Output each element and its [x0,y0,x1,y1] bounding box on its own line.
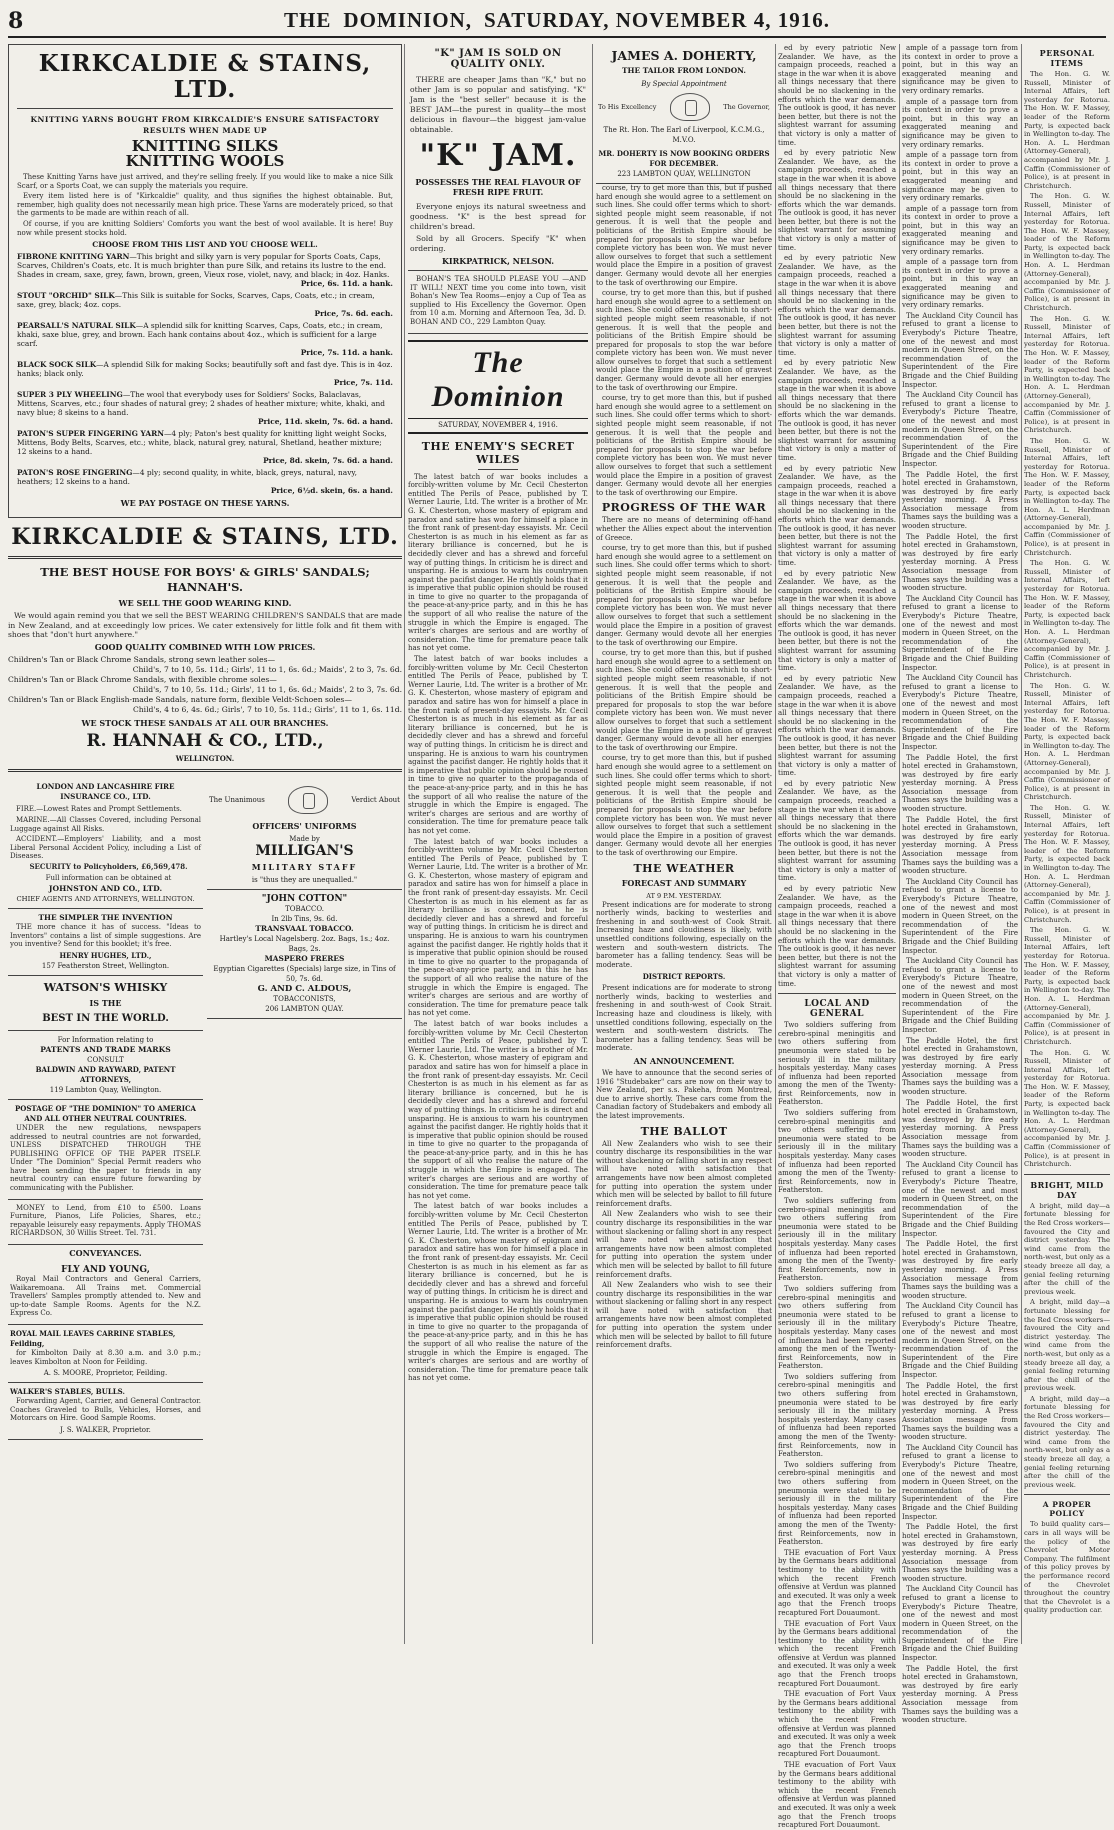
hannah-line: Children's Tan or Black Chrome Sandals, with flexible chrome soles— [8,675,277,685]
list-item: PEARSALL'S NATURAL SILK—A splendid silk for knitting Scarves, Caps, Coats, etc.; in cream, khaki, saxe blue, grey, and brown. Each hank contains about 4oz., which is sufficient for a large scarf. Price, 7s. 11d. a hank. [17,321,393,358]
title-date: SATURDAY, NOVEMBER 4, 1916. [484,8,830,32]
kirkcaldie-intro-2: Every item listed here is of "Kirkcaldie" quality, and thus signifies the highest obtainable. But, remember, high quality does not necessarily mean high price. These Yarns are moderately priced, so that the garments to be made are within reach of all. [17,192,393,218]
hannah-subheading: WE SELL THE GOOD WEARING KIND. [118,598,292,609]
fly-young-ad: FLY AND YOUNG, Royal Mail Contractors and General Carriers, Waikaremoana. All Trains met. Commercial Travellers' Samples promptly attended to. New and up-to-date Sample Rooms. Agents for the N.Z. Express Co. [8,1261,203,1325]
weather-heading: THE WEATHER [633,861,735,875]
weather-forecast: Present indications are for moderate to strong northerly winds, backing to westerlies and freshening in and south-west of Cook Strait. Increasing haze and cloudiness is likely, with unsettled conditions following, especially on the western and south-western districts. The barometer has a falling tendency. Seas will be moderate. [596,900,772,969]
choose-heading: CHOOSE FROM THIS LIST AND YOU CHOOSE WELL. [92,240,318,250]
column-rule [404,44,405,1644]
enemy-heading: THE ENEMY'S SECRET WILES [421,439,575,466]
hannah-heading: THE BEST HOUSE FOR BOYS' & GIRLS' SANDALS; HANNAH'S. [40,565,370,595]
kirkcaldie-intro: These Knitting Yarns have just arrived, and they're selling freely. If you would like to make a nice Silk Scarf, or a Sports Coat, we can supply the materials you require. [17,173,393,190]
column-news [902,44,1018,1725]
k-jam-ad: "K" JAM IS SOLD ON QUALITY ONLY. THERE are cheaper Jams than "K," but no other Jam is so popular and satisfying. "K" Jam is the "best seller" because it is the BEST JAM—the purest in quality—the most delicious in flavour—the biggest jam-value obtainable. "K" JAM. POSSESSES THE REAL FLAVOUR OF FRESH RIPE FRUIT. Everyone enjoys its natural sweetness and goodness. "K" is the best spread for children's bread. Sold by all Grocers. Specify "K" when ordering. KIRKPATRICK, NELSON. [408,44,588,271]
progress-article: There are no means of determining off-hand whether the Allies expect about the intervention of Greece. course, try to get more than this, but if pushed hard enough she would agree to a settlement on such lines. She could offer terms which to short-sighted people might seem reasonable, if not generous. It is well that the people and politicians of the British Empire should be prepared for proposals to stop the war before complete victory has been won. We must never allow ourselves to forget that such a settlement would place the Empire in a position of gravest danger. Germany would devote all her energies to the task of overthrowing our Empire. course, try to get more than this, but if pushed hard enough she would agree to a settlement on such lines. She could offer terms which to short-sighted people might seem reasonable, if not generous. It is well that the people and politicians of the British Empire should be prepared for proposals to stop the war before complete victory has been won. We must never allow ourselves to forget that such a settlement would place the Empire in a position of gravest danger. Germany would devote all her energies to the task of overthrowing our Empire. course, try to get more than this, but if pushed hard enough she would agree to a settlement on such lines. She could offer terms which to short-sighted people might seem reasonable, if not generous. It is well that the people and politicians of the British Empire should be prepared for proposals to stop the war before complete victory has been won. We must never allow ourselves to forget that such a settlement would place the Empire in a position of gravest danger. Germany would devote all her energies to the task of overthrowing our Empire. [596,516,772,857]
column-rule [899,44,900,1644]
tobacco-ad: "JOHN COTTON" TOBACCO. In 2lb Tins, 9s. 6d. TRANSVAAL TOBACCO. Hartley's Local Nagelsberg. 2oz. Bags, 1s.; 4oz. Bags, 2s. MASPERO FRERES Egyptian Cigarettes (Specials) large size, in Tins of 50, 7s. 6d. G. AND C. ALDOUS, TOBACCONISTS, 206 LAMBTON QUAY. [207,890,402,1019]
royal-crest-icon [670,93,710,121]
kirkcaldie-title: KIRKCALDIE & STAINS, LTD. [38,50,372,103]
column-rule [1021,44,1022,1644]
bright-mild-heading: BRIGHT, MILD DAY [1030,1179,1104,1200]
inventor-ad: THE SIMPLER THE INVENTION THE more chance it has of success. "Ideas to Inventors" contains a list of simple suggestions. Are you inventive? Send for this booklet; it's free. HENRY HUGHES, LTD., 157 Featherston Street, Wellington. [8,909,203,976]
yarn-list [17,252,393,495]
list-item: SUPER 3 PLY WHEELING—The wool that everybody uses for Soldiers' Socks, Balaclavas, Mittens, Scarves, etc.; four shades of natural grey; 2 shades of heather mixture; white, khaki, and navy blue; 8 skeins to a hand. Price, 11d. skein, 7s. 6d. a hand. [17,390,393,427]
dominion-date: SATURDAY, NOVEMBER 4, 1916. [408,421,588,434]
announcement-text: We have to announce that the second series of 1916 "Studebaker" cars are now on their way to New Zealand, per s.s. Pakeha, from Montreal, due to arrive shortly. These cars come from the Canadian factory of Studebakers and embody all the latest improvements. [596,1069,772,1120]
money-lend-ad: MONEY to Lend, from £10 to £500. Loans Furniture, Pianos, Life Policies, Shares, etc.; repayable leisurely easy repayments. Apply THOMAS RICHARDSON, 30 Willis Street. Tel. 731. [8,1200,203,1245]
district-reports: Present indications are for moderate to strong northerly winds, backing to westerlies and freshening in and south-west of Cook Strait. Increasing haze and cloudiness is likely, with unsettled conditions following, especially on the western and south-western districts. The barometer has a falling tendency. Seas will be moderate. [596,984,772,1053]
kirkcaldie-yarns-ad [8,44,402,518]
news-article: ample of a passage torn from its context in order to prove a point, but in this way an exaggerated meaning and significance may be given to very ordinary remarks. ample of a passage torn from its context in order to prove a point, but in this way an exaggerated meaning and significance may be given to very ordinary remarks. ample of a passage torn from its context in order to prove a point, but in this way an exaggerated meaning and significance may be given to very ordinary remarks. ample of a passage torn from its context in order to prove a point, but in this way an exaggerated meaning and significance may be given to very ordinary remarks. ample of a passage torn from its context in order to prove a point, but in this way an exaggerated meaning and significance may be given to very ordinary remarks. The Auckland City Council has refused to grant a license to Everybody's Picture Theatre, one of the newest and most modern in Queen Street, on the recommendation of the Superintendent of the Fire Brigade and the Chief Building Inspector. The Auckland City Council has refused to grant a license to Everybody's Picture Theatre, one of the newest and most modern in Queen Street, on the recommendation of the Superintendent of the Fire Brigade and the Chief Building Inspector. The Paddle Hotel, the first hotel erected in Grahamstown, was destroyed by fire early yesterday morning. A Press Association message from Thames says the building was a wooden structure. The Paddle Hotel, the first hotel erected in Grahamstown, was destroyed by fire early yesterday morning. A Press Association message from Thames says the building was a wooden structure. The Auckland City Council has refused to grant a license to Everybody's Picture Theatre, one of the newest and most modern in Queen Street, on the recommendation of the Superintendent of the Fire Brigade and the Chief Building Inspector. The Auckland City Council has refused to grant a license to Everybody's Picture Theatre, one of the newest and most modern in Queen Street, on the recommendation of the Superintendent of the Fire Brigade and the Chief Building Inspector. The Paddle Hotel, the first hotel erected in Grahamstown, was destroyed by fire early yesterday morning. A Press Association message from Thames says the building was a wooden structure. The Paddle Hotel, the first hotel erected in Grahamstown, was destroyed by fire early yesterday morning. A Press Association message from Thames says the building was a wooden structure. The Auckland City Council has refused to grant a license to Everybody's Picture Theatre, one of the newest and most modern in Queen Street, on the recommendation of the Superintendent of the Fire Brigade and the Chief Building Inspector. The Auckland City Council has refused to grant a license to Everybody's Picture Theatre, one of the newest and most modern in Queen Street, on the recommendation of the Superintendent of the Fire Brigade and the Chief Building Inspector. The Paddle Hotel, the first hotel erected in Grahamstown, was destroyed by fire early yesterday morning. A Press Association message from Thames says the building was a wooden structure. The Paddle Hotel, the first hotel erected in Grahamstown, was destroyed by fire early yesterday morning. A Press Association message from Thames says the building was a wooden structure. The Auckland City Council has refused to grant a license to Everybody's Picture Theatre, one of the newest and most modern in Queen Street, on the recommendation of the Superintendent of the Fire Brigade and the Chief Building Inspector. The Paddle Hotel, the first hotel erected in Grahamstown, was destroyed by fire early yesterday morning. A Press Association message from Thames says the building was a wooden structure. The Auckland City Council has refused to grant a license to Everybody's Picture Theatre, one of the newest and most modern in Queen Street, on the recommendation of the Superintendent of the Fire Brigade and the Chief Building Inspector. The Paddle Hotel, the first hotel erected in Grahamstown, was destroyed by fire early yesterday morning. A Press Association message from Thames says the building was a wooden structure. The Auckland City Council has refused to grant a license to Everybody's Picture Theatre, one of the newest and most modern in Queen Street, on the recommendation of the Superintendent of the Fire Brigade and the Chief Building Inspector. The Paddle Hotel, the first hotel erected in Grahamstown, was destroyed by fire early yesterday morning. A Press Association message from Thames says the building was a wooden structure. The Auckland City Council has refused to grant a license to Everybody's Picture Theatre, one of the newest and most modern in Queen Street, on the recommendation of the Superintendent of the Fire Brigade and the Chief Building Inspector. The Paddle Hotel, the first hotel erected in Grahamstown, was destroyed by fire early yesterday morning. A Press Association message from Thames says the building was a wooden structure. [902,44,1018,1725]
hannah-sandals-ad [8,565,402,763]
column-advertisements-left [8,44,402,1644]
doherty-tailor-ad: JAMES A. DOHERTY, THE TAILOR FROM LONDON. By Special Appointment To His Excellency The Governor, The Rt. Hon. The Earl of Liverpool, K.C.M.G., M.V.O. MR. DOHERTY IS NOW BOOKING ORDERS FOR DECEMBER. 223 LAMBTON QUAY, WELLINGTON [596,44,772,184]
postage-note: WE PAY POSTAGE ON THESE YARNS. [120,498,290,509]
personal-items-heading: PERSONAL ITEMS [1039,48,1095,68]
hannah-line: Child's, 4 to 6, 4s. 6d.; Girls', 7 to 10, 5s. 11d.; Girls', 11 to 1, 6s. 11d. [132,705,402,715]
hannah-line: Child's, 7 to 10, 5s. 11d.; Girls', 11 to 1, 6s. 6d.; Maids', 2 to 3, 7s. 6d. [132,665,402,675]
column-war-local [778,44,896,1830]
postage-neutral-ad: POSTAGE OF "THE DOMINION" TO AMERICA AND ALL OTHER NEUTRAL COUNTRIES. UNDER the new regulations, newspapers addressed to neutral countries are not forwarded, UNLESS DISPATCHED THROUGH THE PUBLISHING OFFICE OF THE PAPER ITSELF. Under "The Dominion" Special Permit readers who have been sending the paper to friends in any neutral country can ensure future forwarding by communicating with the Publisher. [8,1100,203,1200]
personal-items: The Hon. G. W. Russell, Minister of Internal Affairs, left yesterday for Rotorua. The Hon. W. F. Massey, leader of the Reform Party, is expected back in Wellington to-day. The Hon. A. L. Herdman (Attorney-General), accompanied by Mr. J. Caffin (Commissioner of Police), is at present in Christchurch. The Hon. G. W. Russell, Minister of Internal Affairs, left yesterday for Rotorua. The Hon. W. F. Massey, leader of the Reform Party, is expected back in Wellington to-day. The Hon. A. L. Herdman (Attorney-General), accompanied by Mr. J. Caffin (Commissioner of Police), is at present in Christchurch. The Hon. G. W. Russell, Minister of Internal Affairs, left yesterday for Rotorua. The Hon. W. F. Massey, leader of the Reform Party, is expected back in Wellington to-day. The Hon. A. L. Herdman (Attorney-General), accompanied by Mr. J. Caffin (Commissioner of Police), is at present in Christchurch. The Hon. G. W. Russell, Minister of Internal Affairs, left yesterday for Rotorua. The Hon. W. F. Massey, leader of the Reform Party, is expected back in Wellington to-day. The Hon. A. L. Herdman (Attorney-General), accompanied by Mr. J. Caffin (Commissioner of Police), is at present in Christchurch. The Hon. G. W. Russell, Minister of Internal Affairs, left yesterday for Rotorua. The Hon. W. F. Massey, leader of the Reform Party, is expected back in Wellington to-day. The Hon. A. L. Herdman (Attorney-General), accompanied by Mr. J. Caffin (Commissioner of Police), is at present in Christchurch. The Hon. G. W. Russell, Minister of Internal Affairs, left yesterday for Rotorua. The Hon. W. F. Massey, leader of the Reform Party, is expected back in Wellington to-day. The Hon. A. L. Herdman (Attorney-General), accompanied by Mr. J. Caffin (Commissioner of Police), is at present in Christchurch. The Hon. G. W. Russell, Minister of Internal Affairs, left yesterday for Rotorua. The Hon. W. F. Massey, leader of the Reform Party, is expected back in Wellington to-day. The Hon. A. L. Herdman (Attorney-General), accompanied by Mr. J. Caffin (Commissioner of Police), is at present in Christchurch. The Hon. G. W. Russell, Minister of Internal Affairs, left yesterday for Rotorua. The Hon. W. F. Massey, leader of the Reform Party, is expected back in Wellington to-day. The Hon. A. L. Herdman (Attorney-General), accompanied by Mr. J. Caffin (Commissioner of Police), is at present in Christchurch. The Hon. G. W. Russell, Minister of Internal Affairs, left yesterday for Rotorua. The Hon. W. F. Massey, leader of the Reform Party, is expected back in Wellington to-day. The Hon. A. L. Herdman (Attorney-General), accompanied by Mr. J. Caffin (Commissioner of Police), is at present in Christchurch. [1024,70,1110,1169]
article-continuation: course, try to get more than this, but if pushed hard enough she would agree to a settlement on such lines. She could offer terms which to short-sighted people might seem reasonable, if not generous. It is well that the people and politicians of the British Empire should be prepared for proposals to stop the war before complete victory has been won. We must never allow ourselves to forget that such a settlement would place the Empire in a position of gravest danger. Germany would devote all her energies to the task of overthrowing our Empire. course, try to get more than this, but if pushed hard enough she would agree to a settlement on such lines. She could offer terms which to short-sighted people might seem reasonable, if not generous. It is well that the people and politicians of the British Empire should be prepared for proposals to stop the war before complete victory has been won. We must never allow ourselves to forget that such a settlement would place the Empire in a position of gravest danger. Germany would devote all her energies to the task of overthrowing our Empire. course, try to get more than this, but if pushed hard enough she would agree to a settlement on such lines. She could offer terms which to short-sighted people might seem reasonable, if not generous. It is well that the people and politicians of the British Empire should be prepared for proposals to stop the war before complete victory has been won. We must never allow ourselves to forget that such a settlement would place the Empire in a position of gravest danger. Germany would devote all her energies to the task of overthrowing our Empire. [596,184,772,497]
bohan-tea-ad: BOHAN'S TEA SHOULD PLEASE YOU —AND IT WILL! NEXT time you come into town, visit Bohan's New Tea Rooms—enjoy a Cup of Tea as supplied to His Excellency the Governor. Open from 10 a.m. Morning and Afternoon Tea, 3d. D. BOHAN AND CO., 229 Lambton Quay. [408,271,588,334]
knitting-wools-heading: KNITTING WOOLS [125,152,285,170]
newspaper-title [8,8,1106,33]
hannah-city: WELLINGTON. [175,754,235,764]
walker-stables-ad: WALKER'S STABLES, BULLS. Forwarding Agent, Carrier, and General Contractor. Coaches Graveled to Bulls, Vehicles, Horses, and Motorcars on Hire. Good Sample Rooms. J. S. WALKER, Proprietor. [8,1383,203,1440]
announcement-heading: AN ANNOUNCEMENT. [633,1056,735,1067]
k-jam-title: "K" JAM. [419,138,577,173]
royal-mail-ad: ROYAL MAIL LEAVES CARRINE STABLES, Feilding, for Kimbolton Daily at 8.30 a.m. and 3.0 p.m.; leaves Kimbolton at Noon for Feilding. A. S. MOORE, Proprietor, Feilding. [8,1325,203,1383]
column-personal [1024,44,1110,1644]
hannah-line: Children's Tan or Black English-made Sandals, nature form, flexible Veldt-Schoen soles— [8,695,352,705]
kirkcaldie-intro-3: Of course, if you are knitting Soldiers' Comforts you want the best of wool available. It is here! Buy now while present stocks hold. [17,219,393,237]
proper-policy-article: To build quality cars—cars in all ways will be the policy of the Chevrolet Motor Company. The fulfilment of this policy proves by the performance record of the Chevrolet throughout the country that the Chevrolet is a quality production car. [1024,1520,1110,1615]
title-the: THE [284,8,332,32]
hannah-text: We would again remind you that we sell the BEST WEARING CHILDREN'S SANDALS that are made in New Zealand, and at exceedingly low prices. We cater extensively for little folk and fit them with shoes that "don't hurt anywhere." [8,611,402,639]
title-dominion: DOMINION, [343,8,472,32]
list-item: PATON'S ROSE FINGERING—4 ply; second quality, in white, black, greys, natural, navy, heathers; 12 skeins to a hand. Price, 6½d. skein, 6s. a hand. [17,468,393,496]
patents-ad: For Information relating to PATENTS AND TRADE MARKS CONSULT BALDWIN AND RAYWARD, PATENT ATTORNEYS, 119 Lambton Quay, Wellington. [8,1031,203,1100]
column-rule [592,44,593,1644]
milligan-uniforms-ad: The Unanimous Verdict About OFFICERS' UNIFORMS Made by MILLIGAN'S MILITARY STAFF is "thus they are unequalled." [207,778,402,890]
war-article: ed by every patriotic New Zealander. We have, as the campaign proceeds, reached a stage in the war when it is above all things necessary that there should be no slackening in the efforts which the war demands. The outlook is good, it has never been better, but there is not the slightest warrant for assuming that victory is only a matter of time. ed by every patriotic New Zealander. We have, as the campaign proceeds, reached a stage in the war when it is above all things necessary that there should be no slackening in the efforts which the war demands. The outlook is good, it has never been better, but there is not the slightest warrant for assuming that victory is only a matter of time. ed by every patriotic New Zealander. We have, as the campaign proceeds, reached a stage in the war when it is above all things necessary that there should be no slackening in the efforts which the war demands. The outlook is good, it has never been better, but there is not the slightest warrant for assuming that victory is only a matter of time. ed by every patriotic New Zealander. We have, as the campaign proceeds, reached a stage in the war when it is above all things necessary that there should be no slackening in the efforts which the war demands. The outlook is good, it has never been better, but there is not the slightest warrant for assuming that victory is only a matter of time. ed by every patriotic New Zealander. We have, as the campaign proceeds, reached a stage in the war when it is above all things necessary that there should be no slackening in the efforts which the war demands. The outlook is good, it has never been better, but there is not the slightest warrant for assuming that victory is only a matter of time. ed by every patriotic New Zealander. We have, as the campaign proceeds, reached a stage in the war when it is above all things necessary that there should be no slackening in the efforts which the war demands. The outlook is good, it has never been better, but there is not the slightest warrant for assuming that victory is only a matter of time. ed by every patriotic New Zealander. We have, as the campaign proceeds, reached a stage in the war when it is above all things necessary that there should be no slackening in the efforts which the war demands. The outlook is good, it has never been better, but there is not the slightest warrant for assuming that victory is only a matter of time. ed by every patriotic New Zealander. We have, as the campaign proceeds, reached a stage in the war when it is above all things necessary that there should be no slackening in the efforts which the war demands. The outlook is good, it has never been better, but there is not the slightest warrant for assuming that victory is only a matter of time. ed by every patriotic New Zealander. We have, as the campaign proceeds, reached a stage in the war when it is above all things necessary that there should be no slackening in the efforts which the war demands. The outlook is good, it has never been better, but there is not the slightest warrant for assuming that victory is only a matter of time. [778,44,896,988]
list-item: STOUT "ORCHID" SILK—This Silk is suitable for Socks, Scarves, Caps, Coats, etc.; in cream, saxe, grey, black; 4oz. cops. Price, 7s. 6d. each. [17,291,393,319]
list-item: PATON'S SUPER FINGERING YARN—4 ply; Paton's best quality for knitting light weight Socks, Mittens, Body Belts, Scarves, etc.; white, black, natural grey, natural, Shetland, heather mixture; 12 skeins to a hand. Price, 8d. skein, 7s. 6d. a hand. [17,429,393,466]
enemy-article: The latest batch of war books includes a forcibly-written volume by Mr. Cecil Chesterton entitled The Perils of Peace, published by T. Werner Laurie, Ltd. The writer is a brother of Mr. G. K. Chesterton, whose mastery of epigram and paradox and satire has won for himself a place in the front rank of present-day essayists. Mr. Cecil Chesterton is as much in his element as far as literary brilliance is concerned, but he is decidedly clever and has a shrewd and forceful way of putting things. In criticism he is direct and unsparing. He is anxious to warn his countrymen against the pacifist danger. He rightly holds that it is imperative that public opinion should be roused in time to give no quarter to the propaganda of the peace-at-any-price party, and in this he has the support of all who realise the nature of the struggle in which the Empire is engaged. The writer's charges are serious and are worthy of consideration. The time for premature peace talk has not yet come. The latest batch of war books includes a forcibly-written volume by Mr. Cecil Chesterton entitled The Perils of Peace, published by T. Werner Laurie, Ltd. The writer is a brother of Mr. G. K. Chesterton, whose mastery of epigram and paradox and satire has won for himself a place in the front rank of present-day essayists. Mr. Cecil Chesterton is as much in his element as far as literary brilliance is concerned, but he is decidedly clever and has a shrewd and forceful way of putting things. In criticism he is direct and unsparing. He is anxious to warn his countrymen against the pacifist danger. He rightly holds that it is imperative that public opinion should be roused in time to give no quarter to the propaganda of the peace-at-any-price party, and in this he has the support of all who realise the nature of the struggle in which the Empire is engaged. The writer's charges are serious and are worthy of consideration. The time for premature peace talk has not yet come. The latest batch of war books includes a forcibly-written volume by Mr. Cecil Chesterton entitled The Perils of Peace, published by T. Werner Laurie, Ltd. The writer is a brother of Mr. G. K. Chesterton, whose mastery of epigram and paradox and satire has won for himself a place in the front rank of present-day essayists. Mr. Cecil Chesterton is as much in his element as far as literary brilliance is concerned, but he is decidedly clever and has a shrewd and forceful way of putting things. In criticism he is direct and unsparing. He is anxious to warn his countrymen against the pacifist danger. He rightly holds that it is imperative that public opinion should be roused in time to give no quarter to the propaganda of the peace-at-any-price party, and in this he has the support of all who realise the nature of the struggle in which the Empire is engaged. The writer's charges are serious and are worthy of consideration. The time for premature peace talk has not yet come. The latest batch of war books includes a forcibly-written volume by Mr. Cecil Chesterton entitled The Perils of Peace, published by T. Werner Laurie, Ltd. The writer is a brother of Mr. G. K. Chesterton, whose mastery of epigram and paradox and satire has won for himself a place in the front rank of present-day essayists. Mr. Cecil Chesterton is as much in his element as far as literary brilliance is concerned, but he is decidedly clever and has a shrewd and forceful way of putting things. In criticism he is direct and unsparing. He is anxious to warn his countrymen against the pacifist danger. He rightly holds that it is imperative that public opinion should be roused in time to give no quarter to the propaganda of the peace-at-any-price party, and in this he has the support of all who realise the nature of the struggle in which the Empire is engaged. The writer's charges are serious and are worthy of consideration. The time for premature peace talk has not yet come. The latest batch of war books includes a forcibly-written volume by Mr. Cecil Chesterton entitled The Perils of Peace, published by T. Werner Laurie, Ltd. The writer is a brother of Mr. G. K. Chesterton, whose mastery of epigram and paradox and satire has won for himself a place in the front rank of present-day essayists. Mr. Cecil Chesterton is as much in his element as far as literary brilliance is concerned, but he is decidedly clever and has a shrewd and forceful way of putting things. In criticism he is direct and unsparing. He is anxious to warn his countrymen against the pacifist danger. He rightly holds that it is imperative that public opinion should be roused in time to give no quarter to the propaganda of the peace-at-any-price party, and in this he has the support of all who realise the nature of the struggle in which the Empire is engaged. The writer's charges are serious and are worthy of consideration. The time for premature peace talk has not yet come. [408,472,588,1383]
hannah-name: R. HANNAH & CO., LTD., [86,731,324,752]
hannah-line: Children's Tan or Black Chrome Sandals, strong sewn leather soles— [8,655,276,665]
list-item: FIBRONE KNITTING YARN—This bright and silky yarn is very popular for Sports Coats, Caps, Scarves, Children's Coats, etc. It is much brighter than pure Silk, and retains its lustre to the end. Shades in cream, saxe, grey, fawn, brown, green, Vieux rose, violet, navy, and black; in 4oz. Hanks. Price, 6s. 11d. a hank. [17,252,393,289]
watson-whisky-ad: WATSON'S WHISKY IS THE BEST IN THE WORLD. [8,976,203,1031]
column-doherty-weather: JAMES A. DOHERTY, THE TAILOR FROM LONDON. By Special Appointment To His Excellency The Governor, The Rt. Hon. The Earl of Liverpool, K.C.M.G., M.V.O. MR. DOHERTY IS NOW BOOKING ORDERS FOR DECEMBER. 223 LAMBTON QUAY, WELLINGTON course, try to get more than this, but if pushed hard enough she would agree to a settlement on such lines. She could offer terms which to short-sighted people might seem reasonable, if not generous. It is well that the people and politicians of the British Empire should be prepared for proposals to stop the war before complete victory has been won. We must never allow ourselves to forget that such a settlement would place the Empire in a position of gravest danger. Germany would devote all her energies to the task of overthrowing our Empire. course, try to get more than this, but if pushed hard enough she would agree to a settlement on such lines. She could offer terms which to short-sighted people might seem reasonable, if not generous. It is well that the people and politicians of the British Empire should be prepared for proposals to stop the war before complete victory has been won. We must never allow ourselves to forget that such a settlement would place the Empire in a position of gravest danger. Germany would devote all her energies to the task of overthrowing our Empire. course, try to get more than this, but if pushed hard enough she would agree to a settlement on such lines. She could offer terms which to short-sighted people might seem reasonable, if not generous. It is well that the people and politicians of the British Empire should be prepared for proposals to stop the war before complete victory has been won. We must never allow ourselves to forget that such a settlement would place the Empire in a position of gravest danger. Germany would devote all her energies to the task of overthrowing our Empire. PROGRESS OF THE WAR There are no means of determining off-hand whether the Allies expect about the intervention of Greece. course, try to get more than this, but if pushed hard enough she would agree to a settlement on such lines. She could offer terms which to short-sighted people might seem reasonable, if not generous. It is well that the people and politicians of the British Empire should be prepared for proposals to stop the war before complete victory has been won. We must never allow ourselves to forget that such a settlement would place the Empire in a position of gravest danger. Germany would devote all her energies to the task of overthrowing our Empire. course, try to get more than this, but if pushed hard enough she would agree to a settlement on such lines. She could offer terms which to short-sighted people might seem reasonable, if not generous. It is well that the people and politicians of the British Empire should be prepared for proposals to stop the war before complete victory has been won. We must never allow ourselves to forget that such a settlement would place the Empire in a position of gravest danger. Germany would devote all her energies to the task of overthrowing our Empire. course, try to get more than this, but if pushed hard enough she would agree to a settlement on such lines. She could offer terms which to short-sighted people might seem reasonable, if not generous. It is well that the people and politicians of the British Empire should be prepared for proposals to stop the war before complete victory has been won. We must never allow ourselves to forget that such a settlement would place the Empire in a position of gravest danger. Germany would devote all her energies to the task of overthrowing our Empire. THE WEATHER FORECAST AND SUMMARY AT 9 P.M. YESTERDAY. Present indications are for moderate to strong northerly winds, backing to westerlies and freshening in and south-west of Cook Strait. Increasing haze and cloudiness is likely, with unsettled conditions following, especially on the western and south-western districts. The barometer has a falling tendency. Seas will be moderate. DISTRICT REPORTS. Present indications are for moderate to strong northerly winds, backing to westerlies and freshening in and south-west of Cook Strait. Increasing haze and cloudiness is likely, with unsettled conditions following, especially on the western and south-western districts. The barometer has a falling tendency. Seas will be moderate. AN ANNOUNCEMENT. We have to announce that the second series of 1916 "Studebaker" cars are now on their way to New Zealand, per s.s. Pakeha, from Montreal, due to arrive shortly. These cars come from the Canadian factory of Studebakers and embody all the latest improvements. THE BALLOT All New Zealanders who wish to see their country discharge its responsibilities in the war without slackening or falling short in any respect will have noted with satisfaction that arrangements have now been almost completed for putting into operation the system under which men will be selected by ballot to fill future reinforcement drafts. All New Zealanders who wish to see their country discharge its responsibilities in the war without slackening or falling short in any respect will have noted with satisfaction that arrangements have now been almost completed for putting into operation the system under which men will be selected by ballot to fill future reinforcement drafts. All New Zealanders who wish to see their country discharge its responsibilities in the war without slackening or falling short in any respect will have noted with satisfaction that arrangements have now been almost completed for putting into operation the system under which men will be selected by ballot to fill future reinforcement drafts. [596,44,772,1644]
conveyances-heading: CONVEYANCES. [69,1248,142,1259]
page-number: 8 [8,8,24,34]
hannah-line: Child's, 7 to 10, 5s. 11d.; Girls', 11 to 1, 6s. 6d.; Maids', 2 to 3, 7s. 6d. [132,685,402,695]
bright-mild-article: A bright, mild day—a fortunate blessing for the Red Cross workers—favoured the City and district yesterday. The wind came from the north-west, but only as a steady breeze all day, a genial feeling returning after the chill of the previous week. A bright, mild day—a fortunate blessing for the Red Cross workers—favoured the City and district yesterday. The wind came from the north-west, but only as a steady breeze all day, a genial feeling returning after the chill of the previous week. A bright, mild day—a fortunate blessing for the Red Cross workers—favoured the City and district yesterday. The wind came from the north-west, but only as a steady breeze all day, a genial feeling returning after the chill of the previous week. [1024,1201,1110,1489]
kirkcaldie-subtitle: KNITTING YARNS BOUGHT FROM KIRKCALDIE'S ENSURE SATISFACTORY RESULTS WHEN MADE UP [30,115,380,135]
column-k-jam-dominion [408,44,588,1644]
dominion-title: The Dominion [408,340,588,419]
knitting-silks-heading: KNITTING SILKS [131,137,279,155]
crest-icon [288,786,328,814]
progress-heading: PROGRESS OF THE WAR [601,501,767,515]
hannah-branches: WE STOCK THESE SANDALS AT ALL OUR BRANCHES. [81,718,329,729]
ballot-heading: THE BALLOT [640,1124,728,1138]
column-rule [775,44,776,1644]
local-general-article: Two soldiers suffering from cerebro-spinal meningitis and two others suffering from pneumonia were stated to be seriously ill in the military hospitals yesterday. Many cases of influenza had been reported among the men of the Twenty-first Reinforcements, now in Featherston. Two soldiers suffering from cerebro-spinal meningitis and two others suffering from pneumonia were stated to be seriously ill in the military hospitals yesterday. Many cases of influenza had been reported among the men of the Twenty-first Reinforcements, now in Featherston. Two soldiers suffering from cerebro-spinal meningitis and two others suffering from pneumonia were stated to be seriously ill in the military hospitals yesterday. Many cases of influenza had been reported among the men of the Twenty-first Reinforcements, now in Featherston. Two soldiers suffering from cerebro-spinal meningitis and two others suffering from pneumonia were stated to be seriously ill in the military hospitals yesterday. Many cases of influenza had been reported among the men of the Twenty-first Reinforcements, now in Featherston. Two soldiers suffering from cerebro-spinal meningitis and two others suffering from pneumonia were stated to be seriously ill in the military hospitals yesterday. Many cases of influenza had been reported among the men of the Twenty-first Reinforcements, now in Featherston. Two soldiers suffering from cerebro-spinal meningitis and two others suffering from pneumonia were stated to be seriously ill in the military hospitals yesterday. Many cases of influenza had been reported among the men of the Twenty-first Reinforcements, now in Featherston. THE evacuation of Fort Vaux by the Germans bears additional testimony to the ability with which the recent French offensive at Verdun was planned and executed. It was only a week ago that the French troops recaptured Fort Douaumont. THE evacuation of Fort Vaux by the Germans bears additional testimony to the ability with which the recent French offensive at Verdun was planned and executed. It was only a week ago that the French troops recaptured Fort Douaumont. THE evacuation of Fort Vaux by the Germans bears additional testimony to the ability with which the recent French offensive at Verdun was planned and executed. It was only a week ago that the French troops recaptured Fort Douaumont. THE evacuation of Fort Vaux by the Germans bears additional testimony to the ability with which the recent French offensive at Verdun was planned and executed. It was only a week ago that the French troops recaptured Fort Douaumont. [778,1021,896,1830]
kirkcaldie-title-2: KIRKCALDIE & STAINS, LTD. [11,524,399,551]
lancashire-insurance-ad: LONDON AND LANCASHIRE FIRE INSURANCE CO., LTD. FIRE.—Lowest Rates and Prompt Settlements. MARINE.—All Classes Covered, including Personal Luggage against All Risks. ACCIDENT.—Employers' Liability, and a most Liberal Personal Accident Policy, including a List of Diseases. SECURITY to Policyholders, £6,569,478. Full information can be obtained at JOHNSTON AND CO., LTD. CHIEF AGENTS AND ATTORNEYS, WELLINGTON. [8,778,203,909]
weather-subheading: FORECAST AND SUMMARY [621,877,747,888]
hannah-quality: GOOD QUALITY COMBINED WITH LOW PRICES. [94,642,316,653]
list-item: BLACK SOCK SILK—A splendid Silk for making Socks; beautifully soft and fast dye. This is in 4oz. hanks; black only. Price, 7s. 11d. [17,360,393,388]
local-general-heading: LOCAL AND GENERAL [804,999,870,1020]
proper-policy-heading: A PROPER POLICY [1042,1500,1092,1519]
ballot-article: All New Zealanders who wish to see their country discharge its responsibilities in the war without slackening or falling short in any respect will have noted with satisfaction that arrangements have now been almost completed for putting into operation the system under which men will be selected by ballot to fill future reinforcement drafts. All New Zealanders who wish to see their country discharge its responsibilities in the war without slackening or falling short in any respect will have noted with satisfaction that arrangements have now been almost completed for putting into operation the system under which men will be selected by ballot to fill future reinforcement drafts. All New Zealanders who wish to see their country discharge its responsibilities in the war without slackening or falling short in any respect will have noted with satisfaction that arrangements have now been almost completed for putting into operation the system under which men will be selected by ballot to fill future reinforcement drafts. [596,1139,772,1350]
masthead [8,4,1106,38]
